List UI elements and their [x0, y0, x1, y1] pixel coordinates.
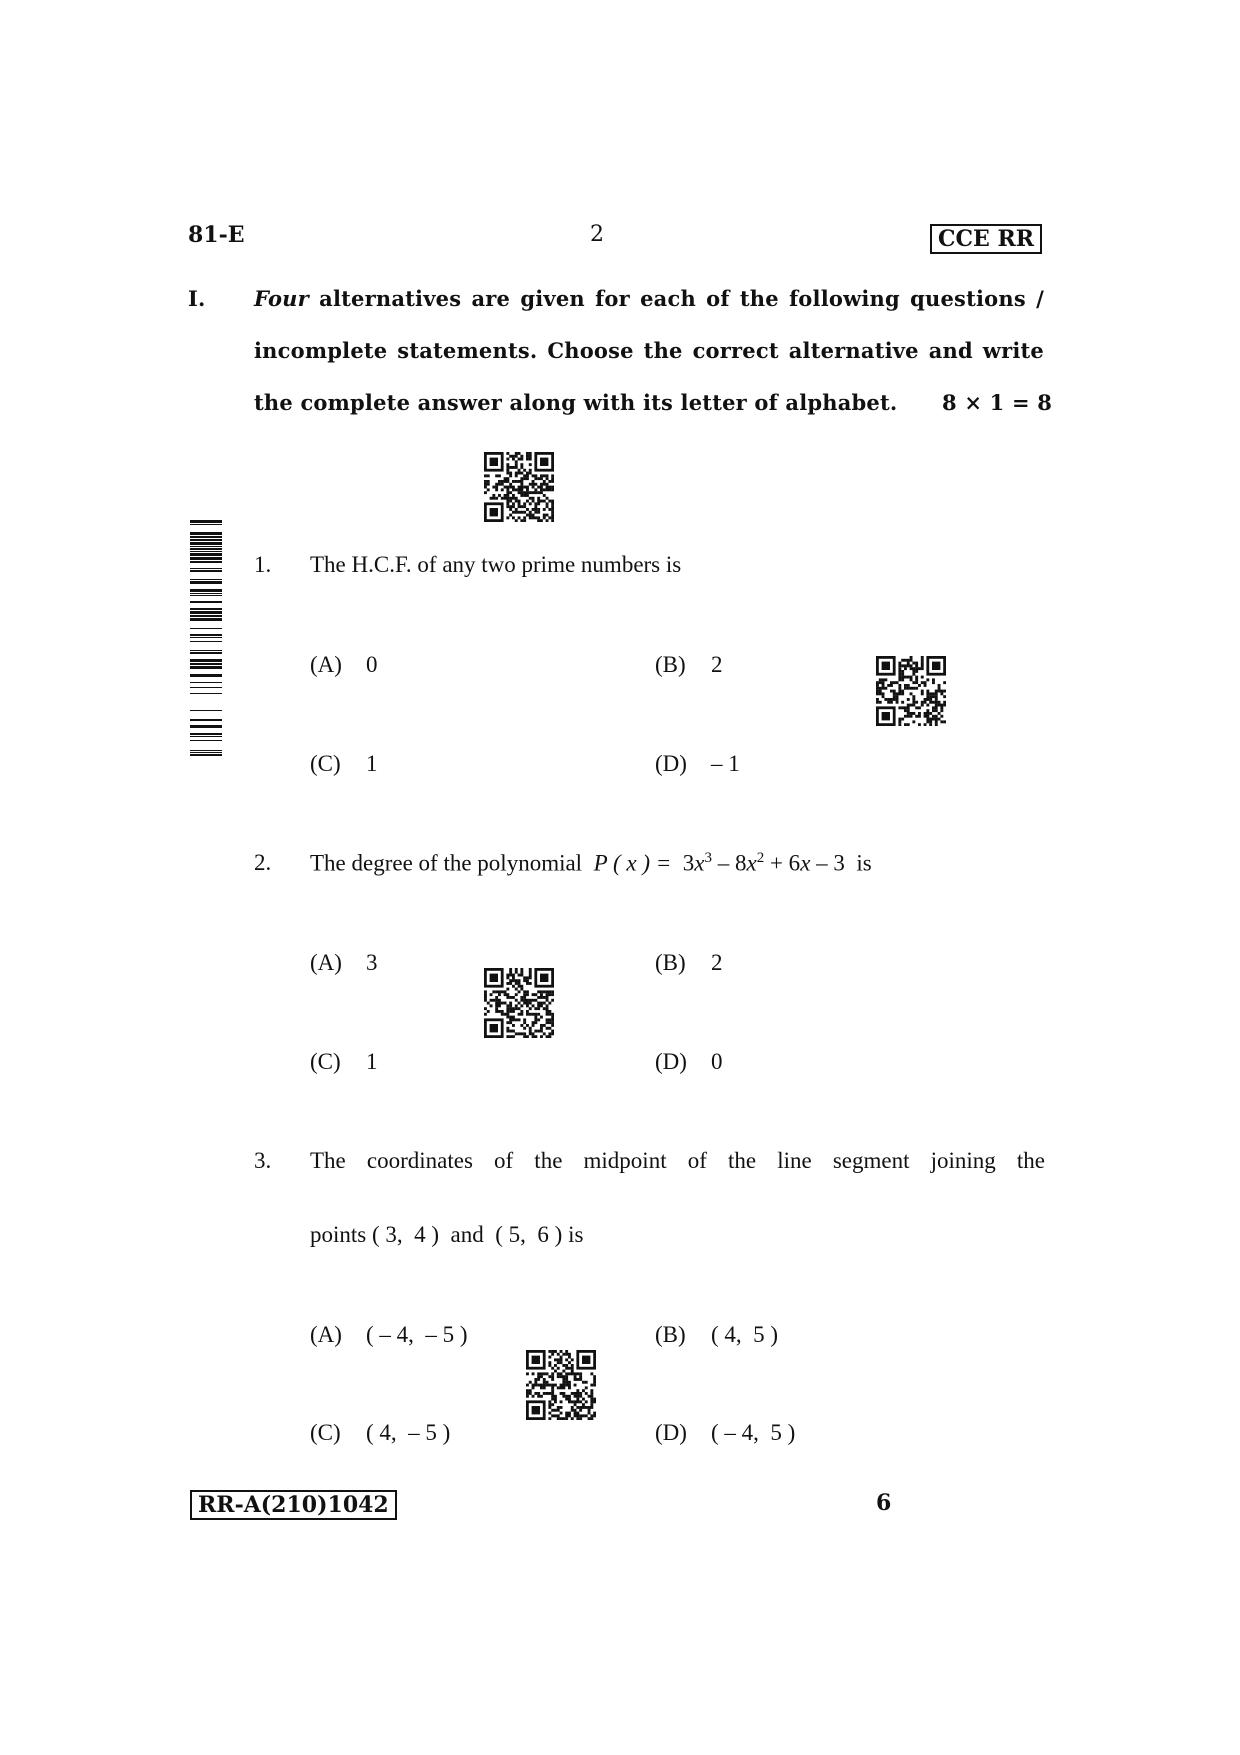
option-a: [310, 950, 378, 976]
poly-const: – 3: [816, 850, 845, 876]
qr-code-icon: [484, 452, 554, 522]
poly-var: x: [694, 850, 705, 876]
qr-code-icon: [876, 656, 946, 726]
option-value: ( – 4, 5 ): [711, 1420, 796, 1445]
instruction-line-1-rest: alternatives are given for each of the following questions /: [308, 286, 1044, 311]
page-number: 2: [590, 222, 604, 247]
option-value: 2: [711, 950, 723, 975]
option-value: 0: [366, 652, 378, 677]
question-text: The H.C.F. of any two prime numbers is: [310, 552, 682, 577]
poly-coef-2: – 8: [717, 850, 747, 876]
option-value: ( 4, – 5 ): [366, 1420, 451, 1445]
option-b: [655, 950, 723, 976]
option-label: (B): [655, 652, 686, 677]
option-d: [655, 1049, 723, 1075]
poly-var: x: [800, 850, 811, 876]
polynomial-lhs: P ( x ) =: [593, 850, 672, 876]
option-label: (A): [310, 950, 342, 975]
series-label: CCE RR: [930, 224, 1042, 254]
option-label: (A): [310, 652, 342, 677]
question-number: 3.: [254, 1148, 272, 1173]
option-label: (D): [655, 751, 687, 776]
option-b: [655, 652, 723, 678]
option-label: (C): [310, 1420, 341, 1445]
option-label: (C): [310, 1049, 341, 1074]
instruction-line-1: [254, 286, 1044, 311]
option-value: ( 4, 5 ): [711, 1322, 779, 1347]
option-label: (D): [655, 1420, 687, 1445]
option-value: – 1: [711, 751, 740, 776]
instruction-line-2: incomplete statements. Choose the correct alternative and write: [254, 338, 1044, 363]
option-value: ( – 4, – 5 ): [366, 1322, 468, 1347]
option-d: [655, 751, 740, 777]
paper-code: RR-A(210)1042: [190, 1490, 397, 1520]
option-label: (D): [655, 1049, 687, 1074]
section-number: I.: [188, 286, 206, 311]
option-d: [655, 1420, 795, 1446]
option-label: (A): [310, 1322, 342, 1347]
sheet-number: 6: [876, 1490, 892, 1516]
poly-exp-1: 3: [704, 850, 712, 866]
qr-code-icon: [484, 968, 554, 1038]
question-text-after: is: [856, 850, 872, 876]
option-value: 3: [366, 950, 378, 975]
option-c: [310, 1420, 450, 1446]
option-c: [310, 751, 378, 777]
subject-code: 81-E: [188, 222, 245, 248]
barcode-icon: [190, 520, 222, 760]
option-label: (C): [310, 751, 341, 776]
option-a: [310, 652, 378, 678]
question-number: 1.: [254, 552, 272, 577]
question-number: 2.: [254, 850, 272, 875]
instruction-line-3: the complete answer along with its letter of alphabet.: [254, 390, 898, 415]
option-value: 1: [366, 1049, 378, 1074]
marks-allotment: 8 × 1 = 8: [942, 390, 1053, 415]
poly-coef-3: + 6: [769, 850, 801, 876]
instruction-italic-word: Four: [254, 286, 309, 311]
option-value: 0: [711, 1049, 723, 1074]
qr-code-icon: [526, 1350, 596, 1420]
poly-var: x: [746, 850, 757, 876]
question-text-line-1: The coordinates of the midpoint of the line segment joining the: [310, 1148, 1045, 1173]
question-text-line-2: points ( 3, 4 ) and ( 5, 6 ) is: [310, 1222, 584, 1247]
option-value: 2: [711, 652, 723, 677]
option-b: [655, 1322, 778, 1348]
poly-exp-2: 2: [756, 850, 765, 866]
question-text: [310, 850, 872, 877]
poly-coef-1: 3: [682, 850, 695, 876]
question-text-before: The degree of the polynomial: [310, 850, 583, 876]
option-a: [310, 1322, 468, 1348]
option-label: (B): [655, 950, 686, 975]
option-c: [310, 1049, 378, 1075]
option-value: 1: [366, 751, 378, 776]
option-label: (B): [655, 1322, 686, 1347]
